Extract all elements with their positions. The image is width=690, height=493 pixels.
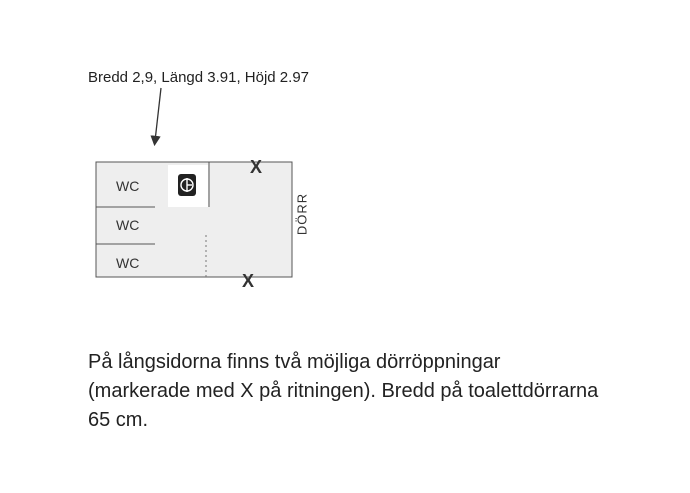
wc-label-1: WC [116,178,140,194]
dimensions-label: Bredd 2,9, Längd 3.91, Höjd 2.97 [88,69,310,86]
wc-label-3: WC [116,255,140,271]
door-option-top: X [250,157,263,177]
wc-label-2: WC [116,217,140,233]
accessibility-symbol-icon [178,174,196,196]
pointer-arrow [155,88,161,141]
door-label: DÖRR [294,192,310,236]
description-text: På långsidorna finns två möjliga dörröppningar (markerade med X på ritningen). Bredd på toalettdörrarna 65 cm. [88,351,599,431]
door-option-bottom: X [242,271,255,291]
